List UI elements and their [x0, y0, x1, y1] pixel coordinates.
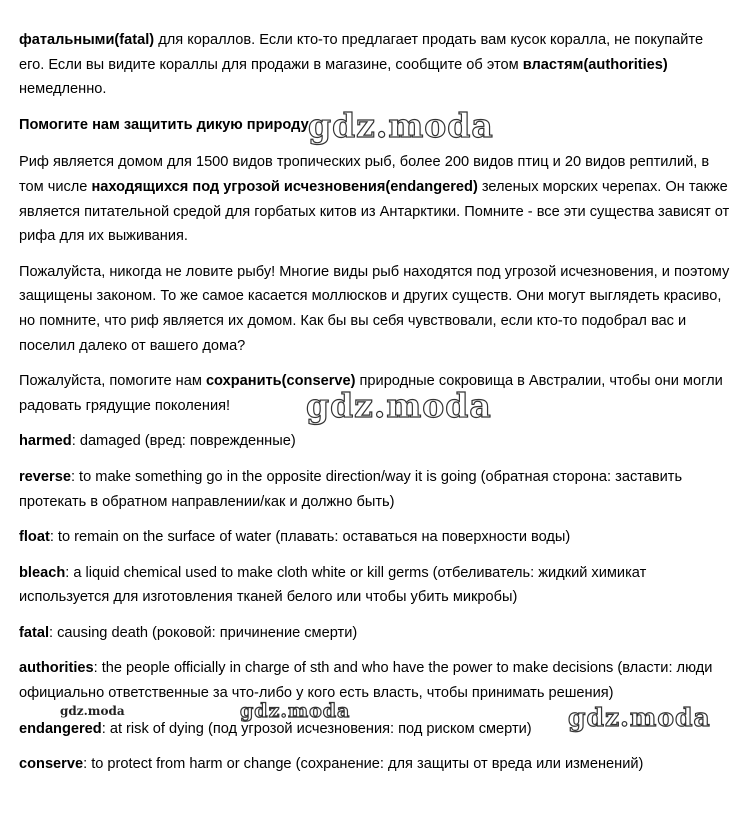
term-conserve: сохранить(conserve)	[205, 373, 356, 390]
paragraph-reef: Риф является домом для 1500 видов тропических рыб, более 200 видов птиц и 20 видов рептилий, в том числе находящихся под угрозой исчезновения(endangered) зеленых морских черепах. Он также является питательной средой для горбатых китов из Антарктики. Помните - все эти существа зависят от рифа для их выживания.	[19, 154, 730, 245]
glossary-entry: fatal: causing death (роковой: причинение смерти)	[19, 624, 358, 641]
glossary-entry: reverse: to make something go in the opposite direction/way it is going (обратная сторона: заставить протекать в обратном направлении/как и должно быть)	[19, 468, 683, 510]
glossary-entry: bleach: a liquid chemical used to make cloth white or kill germs (отбеливатель: жидкий химикат используется для изготовления тканей белого или чтобы убить микробы)	[19, 564, 647, 606]
section-heading: Помогите нам защитить дикую природу	[19, 116, 309, 133]
term-endangered: находящихся под угрозой исчезновения(endangered)	[91, 178, 478, 195]
intro-paragraph: фатальными(fatal) для кораллов. Если кто-то предлагает продать вам кусок коралла, не покупайте его. Если вы видите кораллы для продажи в магазине, сообщите об этом властям(authorities) немедленно.	[19, 32, 704, 98]
glossary-entry: endangered: at risk of dying (под угрозой исчезновения: под риском смерти)	[19, 720, 532, 737]
watermark: gdz.moda	[308, 106, 494, 145]
watermark: gdz.moda	[306, 386, 492, 425]
glossary-entry: authorities: the people officially in charge of sth and who have the power to make decisions (власти: люди официально ответственные за что-либо у кого есть власть, чтобы принимать решения)	[19, 660, 713, 702]
glossary-entry: float: to remain on the surface of water (плавать: оставаться на поверхности воды)	[19, 529, 571, 546]
watermark: gdz.moda	[568, 703, 711, 732]
glossary-entry: conserve: to protect from harm or change (сохранение: для защиты от вреда или изменений)	[19, 756, 644, 773]
paragraph-fishing: Пожалуйста, никогда не ловите рыбу! Многие виды рыб находятся под угрозой исчезновения, и поэтому защищены законом. То же самое касается моллюсков и других существ. Они могут выглядеть красиво, но помните, что риф является их домом. Как бы вы себя чувствовали, если кто-то подобрал вас и поселил далеко от вашего дома?	[19, 263, 730, 354]
watermark: gdz.moda	[60, 704, 125, 718]
term-fatal: фатальными(fatal)	[19, 32, 155, 48]
watermark: gdz.moda	[240, 700, 351, 722]
paragraph-conserve: Пожалуйста, помогите нам сохранить(conserve) природные сокровища в Австралии, чтобы они могли радовать грядущие поколения!	[19, 373, 723, 414]
glossary-entry: harmed: damaged (вред: поврежденные)	[19, 433, 296, 450]
document-page	[19, 28, 731, 788]
term-authorities: властям(authorities)	[522, 56, 668, 73]
